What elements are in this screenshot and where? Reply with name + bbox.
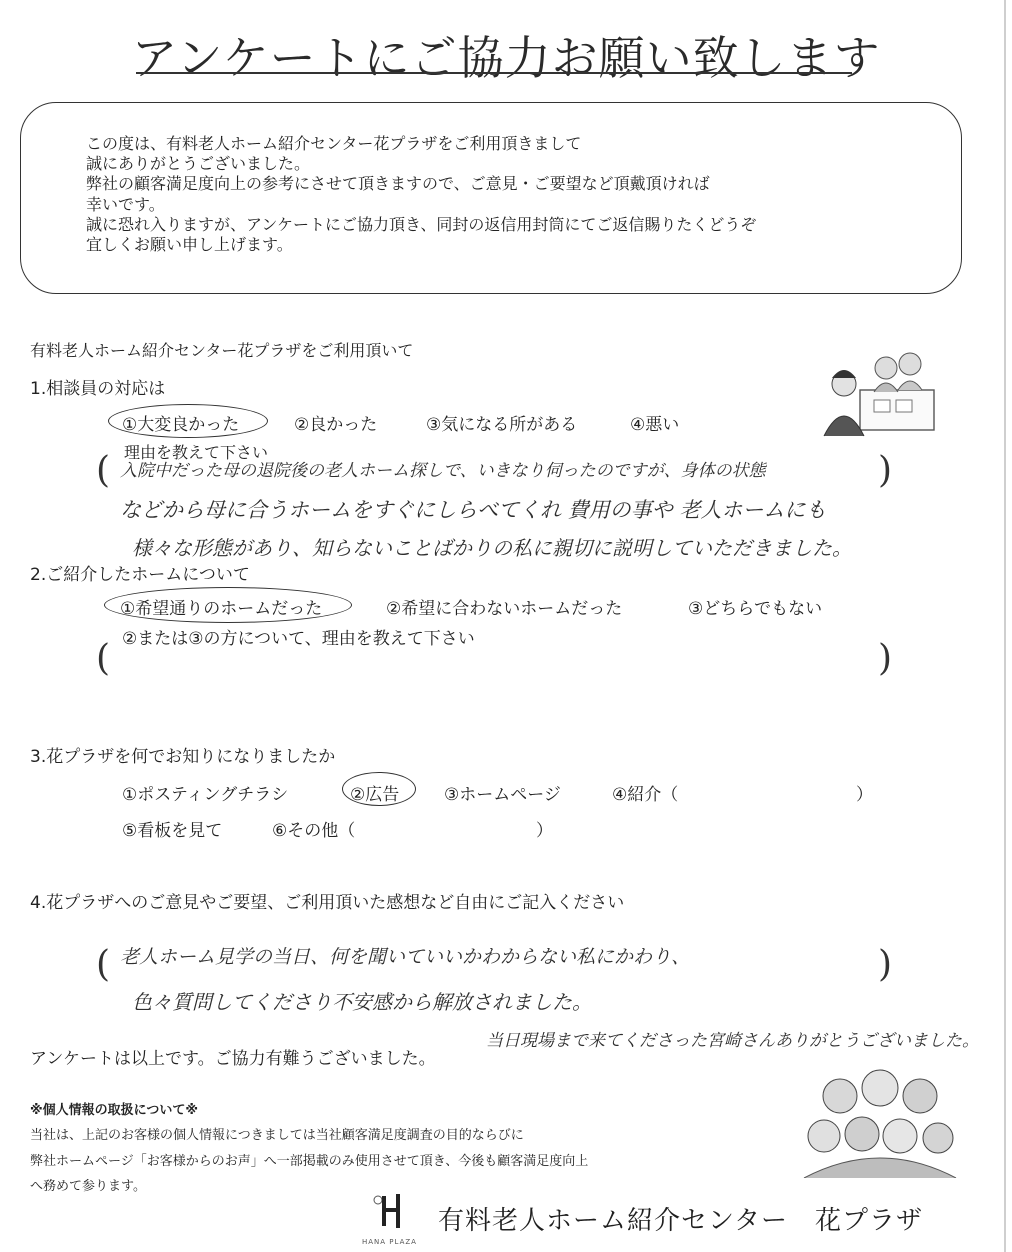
q4-answer-line: 老人ホーム見学の当日、何を聞いていいかわからない私にかわり、: [120, 946, 691, 968]
q3-option-4[interactable]: ④紹介（: [612, 785, 679, 805]
page-edge: [1004, 0, 1006, 1252]
q3-option-2[interactable]: ②広告: [350, 785, 400, 805]
q2-option-1[interactable]: ①希望通りのホームだった: [120, 599, 323, 619]
q4-extra-line: 当日現場まで来てくださった宮崎さんありがとうございました。: [486, 1031, 979, 1051]
q1-answer-line: などから母に合うホームをすぐにしらべてくれ 費用の事や 老人ホームにも: [120, 498, 827, 522]
intro-line: 幸いです。: [86, 194, 165, 214]
consultation-illustration: [818, 348, 940, 440]
q1-close-paren: ): [878, 450, 893, 491]
intro-line: この度は、有料老人ホーム紹介センター花プラザをご利用頂きまして: [86, 134, 582, 153]
q2-close-paren: ): [878, 638, 893, 679]
q1-answer-line: 入院中だった母の退院後の老人ホーム探しで、いきなり伺ったのですが、身体の状態: [120, 461, 766, 481]
q3-option-4-close: ）: [856, 785, 873, 805]
q4-answer-line: 色々質問してくださり不安感から解放されました。: [132, 990, 592, 1014]
q2-option-2[interactable]: ②希望に合わないホームだった: [386, 599, 623, 619]
q2-label: 2.ご紹介したホームについて: [30, 565, 250, 585]
group-illustration: [800, 1066, 960, 1178]
q1-answer-line: 様々な形態があり、知らないことばかりの私に親切に説明していただきました。: [132, 536, 852, 560]
q4-close-paren: ): [878, 944, 893, 985]
q1-label: 1.相談員の対応は: [30, 379, 166, 399]
q1-option-3[interactable]: ③気になる所がある: [426, 415, 578, 435]
q1-option-2[interactable]: ②良かった: [294, 415, 378, 435]
privacy-line: 弊社ホームページ「お客様からのお声」へ一部掲載のみ使用させて頂き、今後も顧客満足度向上: [30, 1154, 589, 1169]
q1-option-1[interactable]: ①大変良かった: [122, 415, 240, 435]
page-title: アンケートにご協力お願い致します: [131, 31, 881, 85]
privacy-line: 当社は、上記のお客様の個人情報につきましては当社顧客満足度調査の目的ならびに: [30, 1128, 524, 1143]
q4-label: 4.花プラザへのご意見やご要望、ご利用頂いた感想など自由にご記入ください: [30, 893, 625, 913]
intro-text: [86, 134, 946, 255]
logo-caption: HANA PLAZA: [362, 1238, 417, 1246]
q2-option-3[interactable]: ③どちらでもない: [688, 599, 823, 619]
q1-option-4[interactable]: ④悪い: [630, 415, 680, 435]
survey-intro: 有料老人ホーム紹介センター花プラザをご利用頂いて: [30, 341, 414, 360]
intro-line: 誠にありがとうございました。: [86, 154, 311, 174]
privacy-heading: ※個人情報の取扱について※: [30, 1103, 199, 1118]
privacy-line: へ務めて参ります。: [30, 1179, 146, 1194]
hana-plaza-logo-icon: [366, 1190, 412, 1236]
q4-open-paren: (: [96, 944, 111, 985]
intro-line: 宜しくお願い申し上げます。: [86, 235, 293, 255]
q3-label: 3.花プラザを何でお知りになりましたか: [30, 747, 336, 767]
q2-reason-label: ②または③の方について、理由を教えて下さい: [122, 629, 475, 649]
q3-option-5[interactable]: ⑤看板を見て: [122, 821, 223, 841]
q2-open-paren: (: [96, 638, 111, 679]
closing-text: アンケートは以上です。ご協力有難うございました。: [30, 1049, 436, 1069]
intro-line: 弊社の顧客満足度向上の参考にさせて頂きますので、ご意見・ご要望など頂戴頂ければ: [86, 174, 710, 194]
company-name: 有料老人ホーム紹介センター 花プラザ: [438, 1206, 923, 1236]
q3-option-6-close: ）: [536, 821, 553, 841]
q1-reason-label: 理由を教えて下さい: [124, 443, 269, 462]
q3-option-3[interactable]: ③ホームページ: [444, 785, 561, 805]
q3-option-6[interactable]: ⑥その他（: [272, 821, 356, 841]
intro-line: 誠に恐れ入りますが、アンケートにご協力頂き、同封の返信用封筒にてご返信賜りたくどうぞ: [86, 214, 757, 234]
q3-option-1[interactable]: ①ポスティングチラシ: [122, 785, 289, 805]
title-underline: [136, 72, 852, 74]
q1-open-paren: (: [96, 450, 111, 491]
